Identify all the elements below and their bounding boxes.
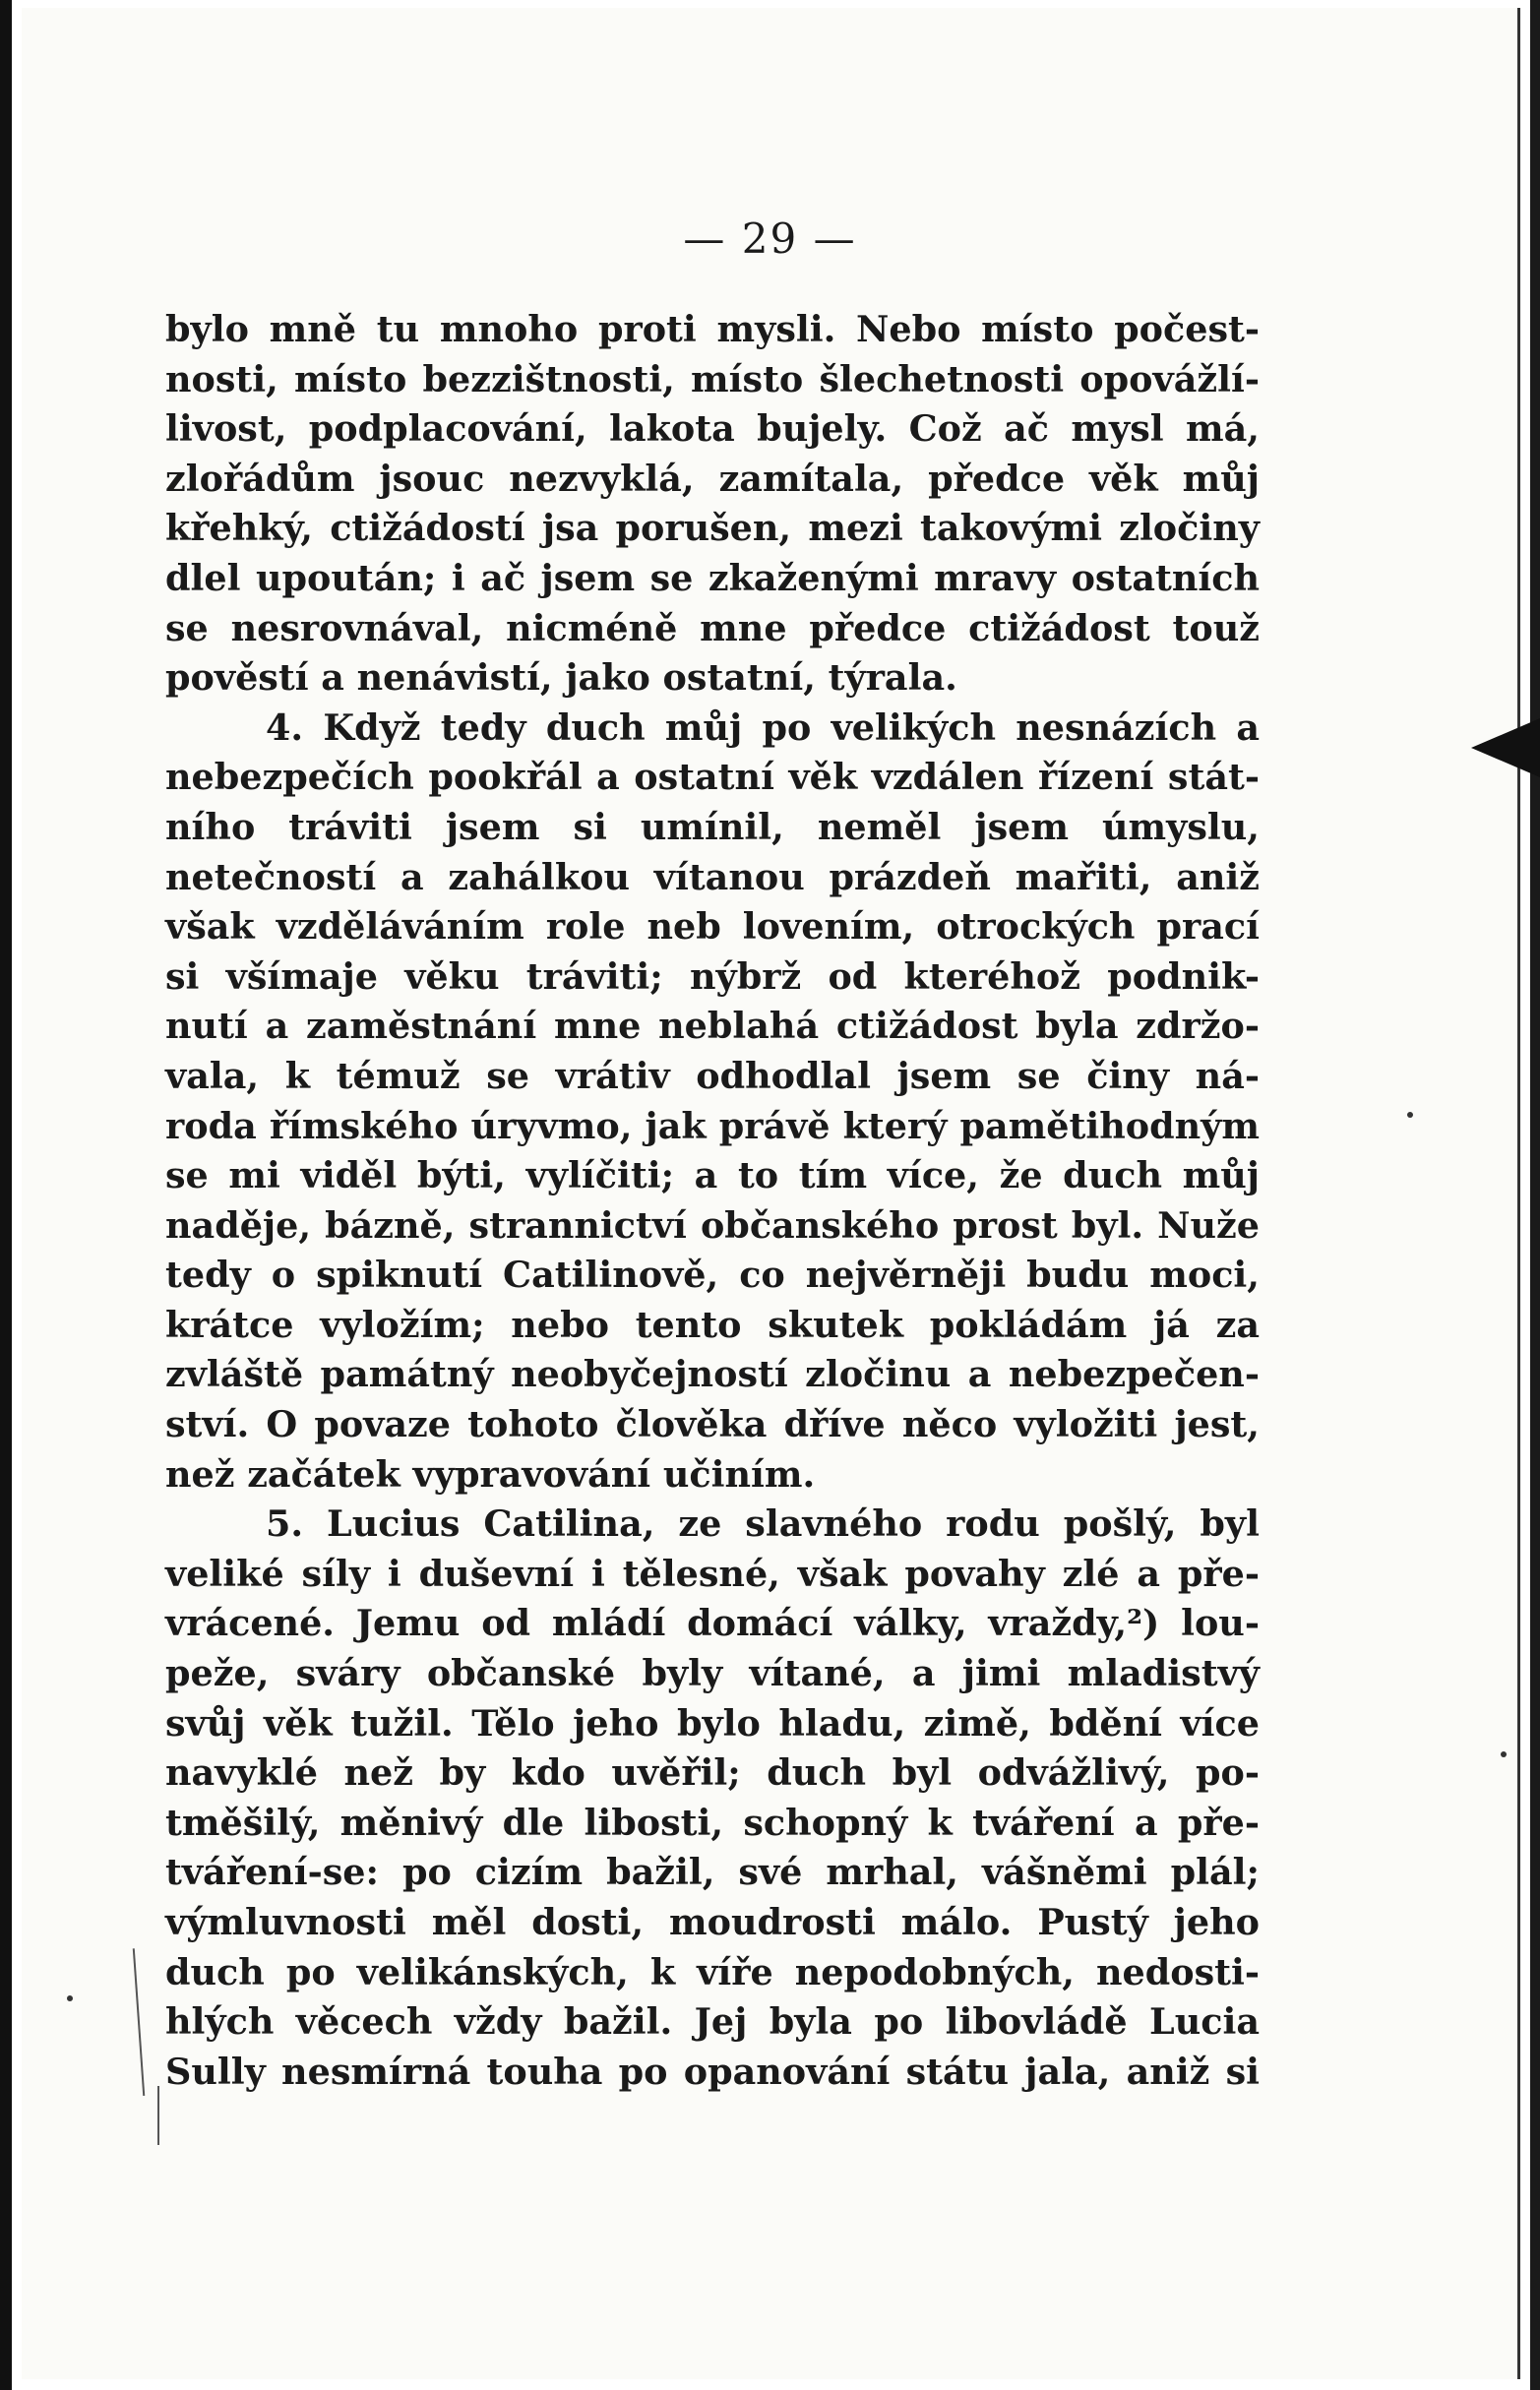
text-line: se mi viděl býti, vylíčiti; a to tím více, že duch můj (165, 1154, 1260, 1197)
text-line: vrácené. Jemu od mládí domácí války, vraždy,²) lou- (165, 1602, 1260, 1645)
speck-mark (67, 1995, 73, 2001)
text-line: se nesrovnával, nicméně mne předce ctižádost touž (165, 606, 1260, 649)
text-line: peže, sváry občanské byly vítané, a jimi mladistvý (165, 1652, 1260, 1695)
text-line: svůj věk tužil. Tělo jeho bylo hladu, zimě, bdění více (165, 1701, 1260, 1745)
paragraph-start-line: 4. Když tedy duch můj po velikých nesnázích a (266, 705, 1260, 749)
text-line: nutí a zaměstnání mne neblahá ctižádost byla zdržo- (165, 1005, 1260, 1048)
text-line: nosti, místo bezzištnosti, místo šlechetnosti opovážlí- (165, 357, 1260, 400)
text-line: tváření-se: po cizím bažil, své mrhal, vášněmi plál; (165, 1851, 1260, 1894)
text-line: bylo mně tu mnoho proti mysli. Nebo místo počest- (165, 308, 1260, 350)
text-line: křehký, ctižádostí jsa porušen, mezi takovými zločiny (165, 507, 1260, 550)
text-line: tedy o spiknutí Catilinově, co nejvěrněji budu moci, (165, 1254, 1260, 1297)
text-line: zvláště památný neobyčejností zločinu a nebezpečen- (165, 1353, 1260, 1396)
pencil-margin-mark (157, 2086, 161, 2145)
text-line: hlých věcech vždy bažil. Jej byla po libovládě Lucia (165, 2000, 1260, 2044)
text-line: než začátek vypravování učiním. (165, 1452, 816, 1496)
text-line: tměšilý, měnivý dle libosti, schopný k tváření a pře- (165, 1801, 1260, 1844)
text-line: roda římského úryvmo, jak právě který pamětihodným (165, 1104, 1260, 1147)
text-line: zlořádům jsouc nezvyklá, zamítala, předce věk můj (165, 457, 1260, 500)
text-line: vala, k témuž se vrátiv odhodlal jsem se činy ná- (165, 1054, 1260, 1097)
text-line: však vzděláváním role neb lovením, otrockých prací (165, 905, 1260, 949)
text-line: ního tráviti jsem si umínil, neměl jsem úmyslu, (165, 805, 1260, 848)
text-line: pověstí a nenávistí, jako ostatní, týrala. (165, 656, 957, 700)
scan-border-right (1530, 0, 1540, 2390)
text-line: livost, podplacování, lakota bujely. Což ač mysl má, (165, 407, 1260, 451)
text-line: výmluvnosti měl dosti, moudrosti málo. Pustý jeho (165, 1901, 1260, 1943)
text-line: navyklé než by kdo uvěřil; duch byl odvážlivý, po- (165, 1751, 1260, 1795)
text-line: ství. O povaze tohoto člověka dříve něco vyložiti jest, (165, 1403, 1260, 1446)
text-line: dlel upoután; i ač jsem se zkaženými mravy ostatních (165, 556, 1260, 599)
text-line: netečností a zahálkou vítanou prázdeň mařiti, aniž (165, 855, 1260, 898)
paragraph-start-line: 5. Lucius Catilina, ze slavného rodu pošlý, byl (266, 1502, 1260, 1546)
scan-border-left (0, 0, 12, 2390)
speck-mark (1501, 1751, 1507, 1757)
text-line: duch po velikánských, k víře nepodobných, nedosti- (165, 1950, 1260, 1993)
text-line: krátce vyložím; nebo tento skutek pokládám já za (165, 1303, 1260, 1346)
text-line: si všímaje věku tráviti; nýbrž od kteréhož podnik- (165, 954, 1260, 998)
text-line: veliké síly i duševní i tělesné, však povahy zlé a pře- (165, 1552, 1260, 1595)
text-line: naděje, bázně, strannictví občanského prost byl. Nuže (165, 1203, 1260, 1247)
speck-mark (1407, 1112, 1413, 1118)
body-text (165, 305, 1260, 2097)
text-line: Sully nesmírná touha po opanování státu jala, aniž si (165, 2050, 1260, 2093)
page-number: — 29 — (683, 214, 857, 263)
scan-edge-notch (1471, 718, 1540, 777)
text-line: nebezpečích pookřál a ostatní věk vzdálen řízení stát- (165, 756, 1260, 799)
